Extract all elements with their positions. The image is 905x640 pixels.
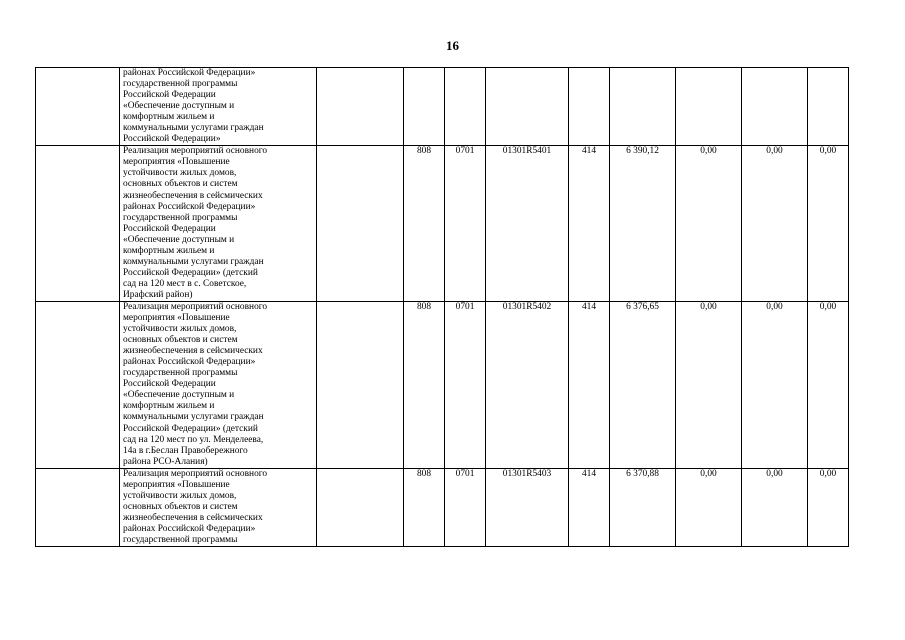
- value-cell-1: 0,00: [676, 468, 742, 546]
- description-line: государственной программы: [123, 212, 238, 223]
- description-line: мероприятия «Повышение: [123, 157, 230, 168]
- index-cell: [36, 468, 120, 546]
- blank-cell: [317, 468, 404, 546]
- description-line: коммунальными услугами граждан: [123, 256, 264, 267]
- expense-type-cell: 414: [569, 146, 610, 302]
- description-line: Российской Федерации: [123, 90, 216, 101]
- description-line: комфортным жильем и: [123, 245, 215, 256]
- description-line: 14а в г.Беслан Правобережного: [123, 445, 248, 456]
- description-line: «Обеспечение доступным и: [123, 101, 235, 112]
- blank-cell: [317, 301, 404, 468]
- table-row: [36, 301, 849, 468]
- target-article-cell: [486, 68, 569, 146]
- index-cell: [36, 68, 120, 146]
- description-line: Реализация мероприятий основного: [123, 301, 268, 312]
- value-cell-3: 0,00: [808, 146, 849, 302]
- section-code-cell: 0701: [445, 468, 486, 546]
- amount-cell: [610, 68, 676, 146]
- description-line: Российской Федерации»: [123, 134, 221, 145]
- value-cell-1: 0,00: [676, 301, 742, 468]
- target-article-cell: 01301R5402: [486, 301, 569, 468]
- description-cell: [120, 68, 317, 146]
- description-line: «Обеспечение доступным и: [123, 234, 235, 245]
- description-cell: [120, 468, 317, 546]
- value-cell-3: 0,00: [808, 301, 849, 468]
- description-line: районах Российской Федерации»: [123, 357, 256, 368]
- table-row: [36, 68, 849, 146]
- description-line: Реализация мероприятий основного: [123, 146, 268, 157]
- description-line: района РСО-Алания): [123, 456, 208, 467]
- table-row: [36, 468, 849, 546]
- description-line: жизнеобеспечения в сейсмических: [123, 190, 263, 201]
- value-cell-3: [808, 68, 849, 146]
- description-line: Российской Федерации: [123, 223, 216, 234]
- ministry-code-cell: 808: [404, 146, 445, 302]
- description-line: устойчивости жилых домов,: [123, 324, 237, 335]
- section-code-cell: [445, 68, 486, 146]
- ministry-code-cell: [404, 68, 445, 146]
- description-line: устойчивости жилых домов,: [123, 490, 237, 501]
- description-line: «Обеспечение доступным и: [123, 390, 235, 401]
- index-cell: [36, 146, 120, 302]
- value-cell-1: [676, 68, 742, 146]
- description-line: Российской Федерации» (детский: [123, 423, 258, 434]
- blank-cell: [317, 68, 404, 146]
- description-line: коммунальными услугами граждан: [123, 123, 264, 134]
- description-line: районах Российской Федерации»: [123, 523, 256, 534]
- description-line: мероприятия «Повышение: [123, 479, 230, 490]
- description-line: сад на 120 мест в с. Советское,: [123, 278, 247, 289]
- target-article-cell: 01301R5401: [486, 146, 569, 302]
- description-line: устойчивости жилых домов,: [123, 168, 237, 179]
- description-cell: [120, 146, 317, 302]
- ministry-code-cell: 808: [404, 468, 445, 546]
- index-cell: [36, 301, 120, 468]
- description-line: Ирафский район): [123, 289, 193, 300]
- expense-type-cell: [569, 68, 610, 146]
- section-code-cell: 0701: [445, 301, 486, 468]
- target-article-cell: 01301R5403: [486, 468, 569, 546]
- value-cell-3: 0,00: [808, 468, 849, 546]
- description-line: сад на 120 мест по ул. Менделеева,: [123, 434, 264, 445]
- description-line: комфортным жильем и: [123, 401, 215, 412]
- description-line: государственной программы: [123, 368, 238, 379]
- budget-table: [35, 67, 849, 547]
- description-line: государственной программы: [123, 79, 238, 90]
- description-line: районах Российской Федерации»: [123, 201, 256, 212]
- section-code-cell: 0701: [445, 146, 486, 302]
- description-line: Российской Федерации: [123, 379, 216, 390]
- page-number: 16: [446, 38, 459, 53]
- description-line: основных объектов и систем: [123, 501, 238, 512]
- description-line: Российской Федерации» (детский: [123, 267, 258, 278]
- expense-type-cell: 414: [569, 301, 610, 468]
- value-cell-1: 0,00: [676, 146, 742, 302]
- description-line: коммунальными услугами граждан: [123, 412, 264, 423]
- value-cell-2: [742, 68, 808, 146]
- blank-cell: [317, 146, 404, 302]
- description-line: государственной программы: [123, 534, 238, 545]
- value-cell-2: 0,00: [742, 301, 808, 468]
- description-line: жизнеобеспечения в сейсмических: [123, 512, 263, 523]
- description-cell: [120, 301, 317, 468]
- description-line: комфортным жильем и: [123, 112, 215, 123]
- ministry-code-cell: 808: [404, 301, 445, 468]
- amount-cell: 6 370,88: [610, 468, 676, 546]
- amount-cell: 6 376,65: [610, 301, 676, 468]
- table-row: [36, 146, 849, 302]
- expense-type-cell: 414: [569, 468, 610, 546]
- value-cell-2: 0,00: [742, 468, 808, 546]
- amount-cell: 6 390,12: [610, 146, 676, 302]
- description-line: основных объектов и систем: [123, 335, 238, 346]
- value-cell-2: 0,00: [742, 146, 808, 302]
- description-line: Реализация мероприятий основного: [123, 468, 268, 479]
- description-line: основных объектов и систем: [123, 179, 238, 190]
- description-line: жизнеобеспечения в сейсмических: [123, 346, 263, 357]
- description-line: районах Российской Федерации»: [123, 68, 256, 78]
- description-line: мероприятия «Повышение: [123, 313, 230, 324]
